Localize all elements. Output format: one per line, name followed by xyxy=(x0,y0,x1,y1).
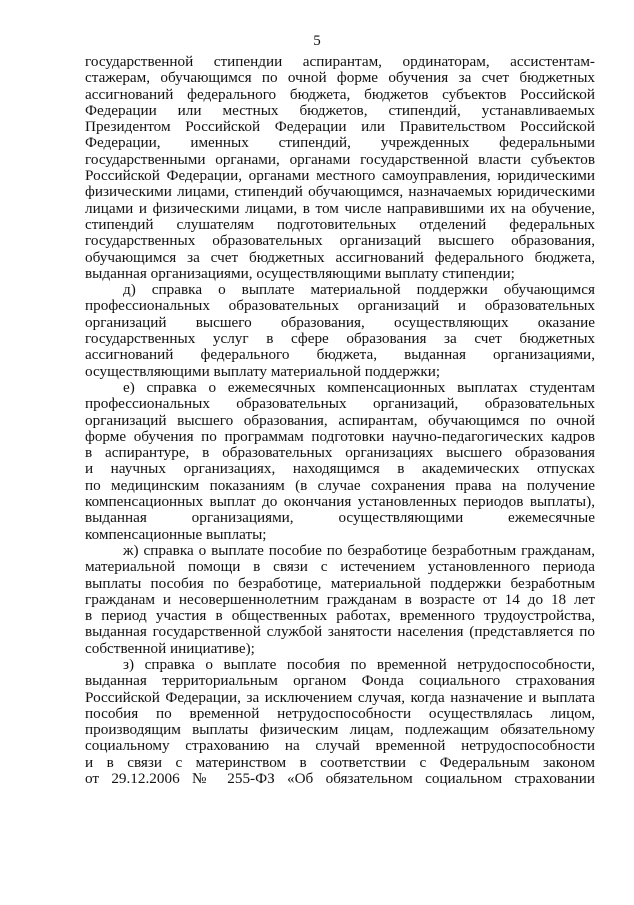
text-line: д) справка о выплате материальной поддержки обучающимся xyxy=(123,282,595,299)
text-line: в период участия в общественных работах, временного трудоустройства, xyxy=(85,608,595,625)
text-line: выданная организациями, осуществляющими ежемесячные xyxy=(85,510,595,527)
text-line: государственных услуг в сфере образования за счет бюджетных xyxy=(85,331,595,348)
text-line: пособия по временной нетрудоспособности осуществлялась лицом, xyxy=(85,705,595,722)
text-line: гражданам и несовершеннолетним гражданам в возрасте от 14 до 18 лет xyxy=(85,591,595,608)
text-line: ассигнований федерального бюджета, бюджетов субъектов Российской xyxy=(85,86,595,103)
page-number: 5 xyxy=(313,33,321,49)
text-line: Российской Федерации, органами местного самоуправления, юридическими xyxy=(85,168,595,185)
text-line: от 29.12.2006 № 255-ФЗ «Об обязательном социальном страховании xyxy=(85,771,595,788)
text-line: Федерации, именных стипендий, учрежденных федеральными xyxy=(85,135,595,152)
text-line: в аспирантуре, в образовательных организациях высшего образования xyxy=(85,445,595,462)
paragraph-e xyxy=(85,380,595,543)
text-line: государственной стипендии аспирантам, ординаторам, ассистентам- xyxy=(85,54,595,70)
text-line: компенсационных выплат до окончания установленных периодов выплаты), xyxy=(85,494,595,511)
text-line: профессиональных образовательных организаций и образовательных xyxy=(85,298,595,315)
text-line: з) справка о выплате пособия по временной нетрудоспособности, xyxy=(123,656,595,673)
text-line: государственных образовательных организаций высшего образования, xyxy=(85,233,595,250)
text-line: организаций высшего образования, аспирантам, обучающимся по очной xyxy=(85,412,595,429)
text-line: государственными органами, органами государственной власти субъектов xyxy=(85,151,595,168)
text-line: стажерам, обучающимся по очной форме обучения за счет бюджетных xyxy=(85,70,595,87)
paragraph-d xyxy=(85,282,595,380)
text-line: организаций высшего образования, осуществляющих оказание xyxy=(85,314,595,331)
text-line: физическими лицами, стипендий обучающимся, назначаемых юридическими xyxy=(85,184,595,201)
text-line: и научных организациях, находящимся в академических отпусках xyxy=(85,461,595,478)
text-line: выданная государственной службой занятости населения (представляется по xyxy=(85,624,595,641)
text-line: материальной помощи в связи с истечением установленного периода xyxy=(85,559,595,576)
text-line: производящим выплаты физическим лицам, подлежащим обязательному xyxy=(85,722,595,739)
text-line: выданная территориальным органом Фонда социального страхования xyxy=(85,673,595,690)
text-line: стипендий слушателям подготовительных отделений федеральных xyxy=(85,216,595,233)
text-line: выплаты пособия по безработице, материальной поддержки безработным xyxy=(85,575,595,592)
text-line: и в связи с материнством в соответствии с Федеральным законом xyxy=(85,754,595,771)
text-line: компенсационные выплаты; xyxy=(85,526,267,543)
text-line: Федерации или местных бюджетов, стипендий, устанавливаемых xyxy=(85,102,595,119)
paragraph-zh xyxy=(85,543,595,657)
paragraph-z xyxy=(85,657,595,787)
text-line: социальному страхованию на случай временной нетрудоспособности xyxy=(85,738,595,755)
text-line: Российской Федерации, за исключением случая, когда назначение и выплата xyxy=(85,689,595,706)
text-line: е) справка о ежемесячных компенсационных выплатах студентам xyxy=(123,379,595,396)
text-line: обучающимся за счет бюджетных ассигнований федерального бюджета, xyxy=(85,249,595,266)
text-line: выданная организациями, осуществляющими выплату стипендии; xyxy=(85,265,515,282)
text-line: профессиональных образовательных организаций, образовательных xyxy=(85,396,595,413)
text-line: ассигнований федерального бюджета, выданная организациями, xyxy=(85,347,595,364)
text-line: ж) справка о выплате пособие по безработице безработным гражданам, xyxy=(123,542,595,559)
text-line: лицами и физическими лицами, в том числе направившими их на обучение, xyxy=(85,200,595,217)
text-line: осуществляющими выплату материальной поддержки; xyxy=(85,363,441,380)
text-line: Президентом Российской Федерации или Правительством Российской xyxy=(85,119,595,136)
text-line: форме обучения по программам подготовки научно-педагогических кадров xyxy=(85,428,595,445)
document-body xyxy=(85,54,595,787)
text-line: собственной инициативе); xyxy=(85,640,255,657)
paragraph-continuation xyxy=(85,54,595,282)
text-line: по медицинским показаниям (в случае сохранения права на получение xyxy=(85,477,595,494)
